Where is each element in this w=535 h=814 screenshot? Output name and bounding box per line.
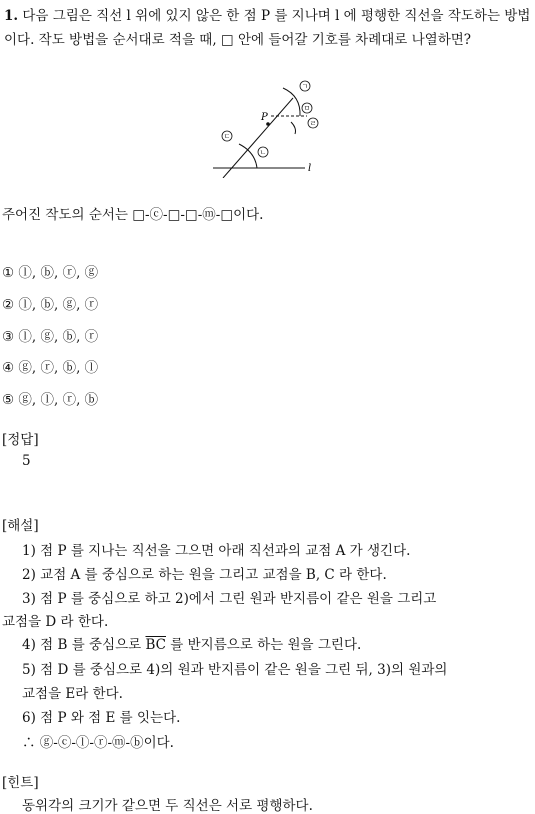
choice-number: ③ [2, 329, 15, 345]
question-number: 1. [4, 8, 19, 24]
question [4, 4, 532, 52]
hint-text: 동위각의 크기가 같으면 두 직선은 서로 평행하다. [22, 798, 313, 814]
point-p-label: P [261, 112, 268, 123]
choice-number: ⑤ [2, 392, 15, 408]
explanation-line: 5) 점 D 를 중심으로 4)의 원과 반지름이 같은 원을 그린 뒤, 3)의 원과의 [22, 662, 448, 678]
question-text: 다음 그림은 직선 l 위에 있지 않은 한 점 P 를 지나며 l 에 평행한 직선을 작도하는 방법이다. 작도 방법을 순서대로 적을 때, □ 안에 들어갈 기호를 차례대로 나열하면? [4, 8, 531, 48]
choice-1[interactable] [2, 261, 98, 281]
choice-number: ① [2, 265, 15, 281]
segment-bc: $\overline{BC}$ [145, 637, 166, 653]
arc-small [291, 122, 296, 134]
explanation-text: 를 반지름으로 하는 원을 그린다. [170, 637, 362, 653]
explanation-line: 3) 점 P 를 중심으로 하고 2)에서 그린 원과 반지름이 같은 원을 그리고 [22, 591, 437, 607]
choice-text: ⓛ, ⓑ, ⓖ, ⓡ [18, 297, 99, 313]
choice-text: ⓛ, ⓖ, ⓑ, ⓡ [18, 329, 99, 345]
marker-c: ㄷ [223, 132, 231, 141]
transversal [223, 98, 293, 178]
choice-text: ⓛ, ⓑ, ⓡ, ⓖ [18, 265, 99, 281]
hint-label: [힌트] [2, 775, 39, 791]
explanation-line: 2) 교점 A 를 중심으로 하는 원을 그리고 교점을 B, C 라 한다. [22, 567, 387, 583]
marker-r: ㄹ [309, 119, 317, 128]
explanation-text: 4) 점 B 를 중심으로 [22, 637, 142, 653]
marker-g: ㄱ [301, 82, 309, 91]
explanation-line-4 [22, 633, 361, 653]
sequence-text: 주어진 작도의 순서는 □-ⓒ-□-□-ⓜ-□이다. [2, 207, 264, 223]
choice-3[interactable] [2, 325, 98, 345]
explanation-conclusion: ∴ ⓖ-ⓒ-ⓛ-ⓡ-ⓜ-ⓑ이다. [22, 735, 174, 751]
choice-text: ⓖ, ⓛ, ⓡ, ⓑ [18, 392, 99, 408]
explanation-line: 교점을 E라 한다. [22, 686, 123, 702]
explanation-label: [해설] [2, 518, 39, 534]
explanation-line: 1) 점 P 를 지나는 직선을 그으면 아래 직선과의 교점 A 가 생긴다. [22, 543, 411, 559]
choice-number: ② [2, 297, 15, 313]
choice-number: ④ [2, 360, 15, 376]
answer-label: [정답] [2, 432, 39, 448]
marker-m: ㅁ [303, 104, 311, 113]
arc-p [283, 88, 300, 116]
construction-figure [205, 78, 325, 178]
choice-2[interactable] [2, 293, 98, 313]
answer-value: 5 [22, 453, 31, 469]
choice-5[interactable] [2, 388, 98, 408]
choice-text: ⓖ, ⓡ, ⓑ, ⓛ [18, 360, 99, 376]
choice-4[interactable] [2, 356, 98, 376]
explanation-line: 6) 점 P 와 점 E 를 잇는다. [22, 710, 181, 726]
explanation-line: 교점을 D 라 한다. [2, 614, 109, 630]
line-l-label: l [308, 163, 312, 174]
marker-n: ㄴ [259, 148, 267, 157]
